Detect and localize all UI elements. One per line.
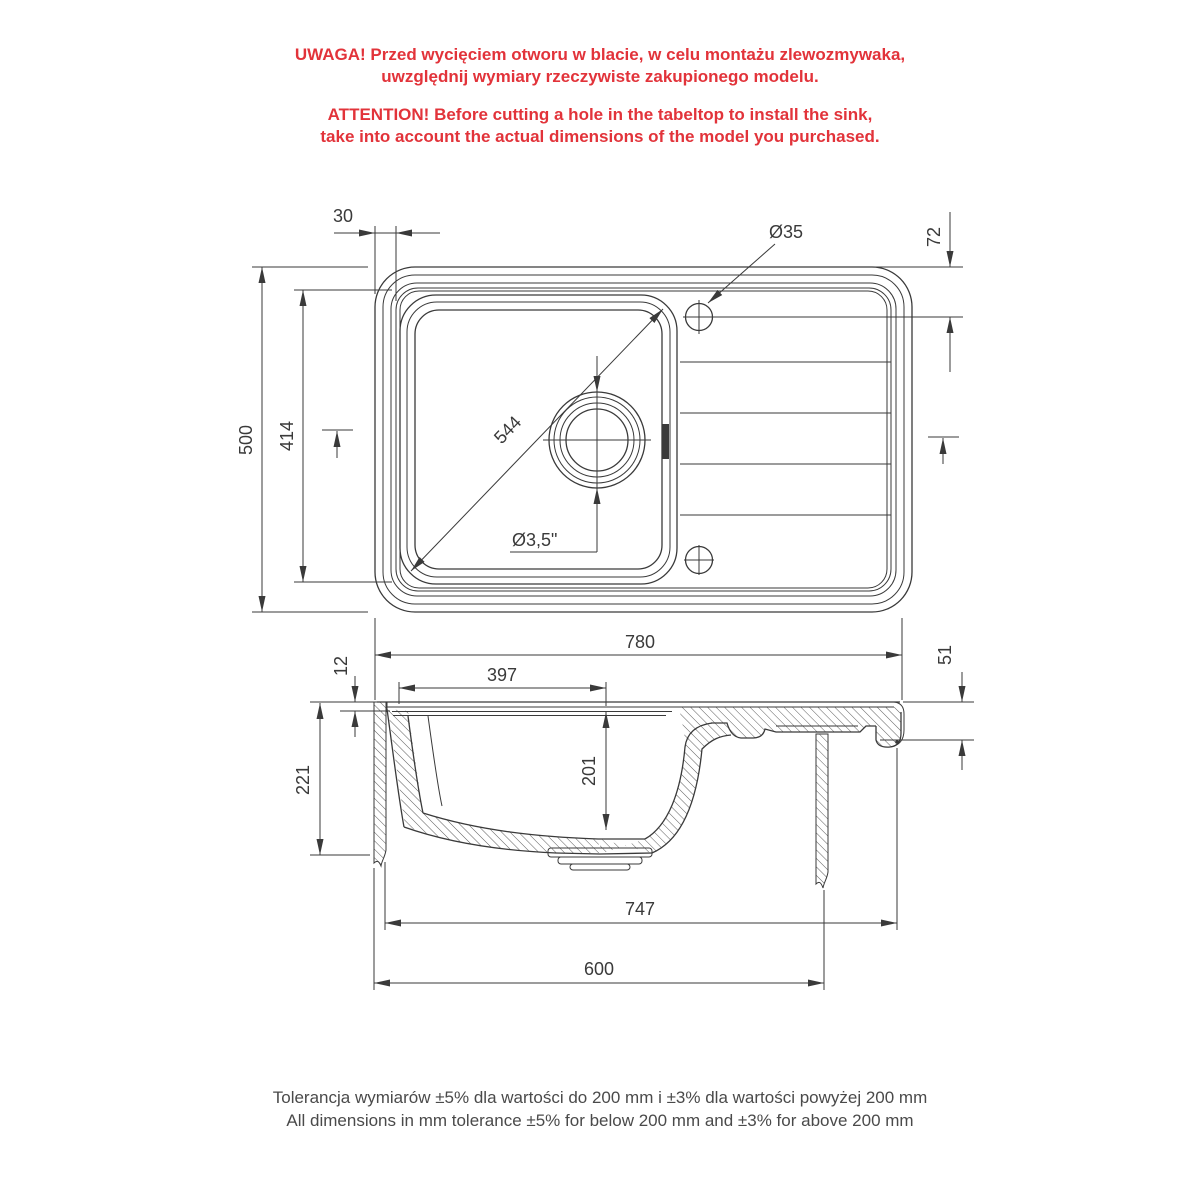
dim-overall-height (293, 703, 370, 855)
dim-bowl-inner-depth (579, 712, 606, 830)
countertop-left-edge (374, 702, 386, 866)
dim-tap-hole-offset (713, 212, 963, 372)
tap-hole (683, 300, 716, 334)
tolerance-en: All dimensions in mm tolerance ±5% for below 200 mm and ±3% for above 200 mm (286, 1111, 914, 1130)
centerline-mark-right (928, 437, 959, 464)
dim-bowl-top-width-label: 397 (486, 665, 518, 685)
dim-overall-width-label: 780 (624, 632, 656, 652)
dim-drain-diameter-label: Ø3,5" (512, 530, 558, 550)
second-tap-hole (684, 545, 714, 575)
warning-en-line1: ATTENTION! Before cutting a hole in the tabeltop to install the sink, (327, 105, 873, 124)
dim-bowl-diagonal-label: 544 (490, 412, 526, 448)
countertop-right-edge (816, 734, 828, 888)
dim-drainer-end-depth-label: 51 (935, 644, 955, 666)
dim-overall-height-label: 221 (293, 764, 313, 796)
dim-cabinet-width-label: 600 (583, 959, 615, 979)
side-view (293, 645, 974, 990)
dim-overall-depth (236, 267, 368, 612)
dim-bowl-top-width (399, 665, 606, 706)
centerline-mark-left (322, 430, 353, 458)
warning-pl-line2: uwzględnij wymiary rzeczywiste zakupionego modelu. (381, 67, 819, 86)
dim-cabinet-width (374, 868, 824, 990)
dim-bowl-depth-label: 414 (277, 420, 297, 452)
warning-pl-line1: UWAGA! Przed wycięciem otworu w blacie, w celu montażu zlewozmywaka, (294, 45, 906, 64)
dim-edge-to-bowl (333, 206, 440, 301)
dim-overall-depth-label: 500 (236, 424, 256, 456)
warning-en-line2: take into account the actual dimensions of the model you purchased. (320, 127, 880, 146)
dim-tap-hole-diameter-label: Ø35 (768, 222, 804, 242)
drainboard-grooves (680, 362, 891, 515)
dim-tap-hole-offset-label: 72 (924, 226, 944, 248)
dim-rim-height-label: 12 (331, 655, 351, 677)
dim-edge-to-bowl-label: 30 (332, 206, 354, 226)
tolerance-text (0, 1086, 1200, 1132)
dim-underside-width-label: 747 (624, 899, 656, 919)
overflow-slot (662, 424, 669, 459)
top-view (236, 206, 963, 700)
dim-bowl-inner-depth-label: 201 (579, 755, 599, 787)
tolerance-pl: Tolerancja wymiarów ±5% dla wartości do 200 mm i ±3% dla wartości powyżej 200 mm (272, 1088, 928, 1107)
